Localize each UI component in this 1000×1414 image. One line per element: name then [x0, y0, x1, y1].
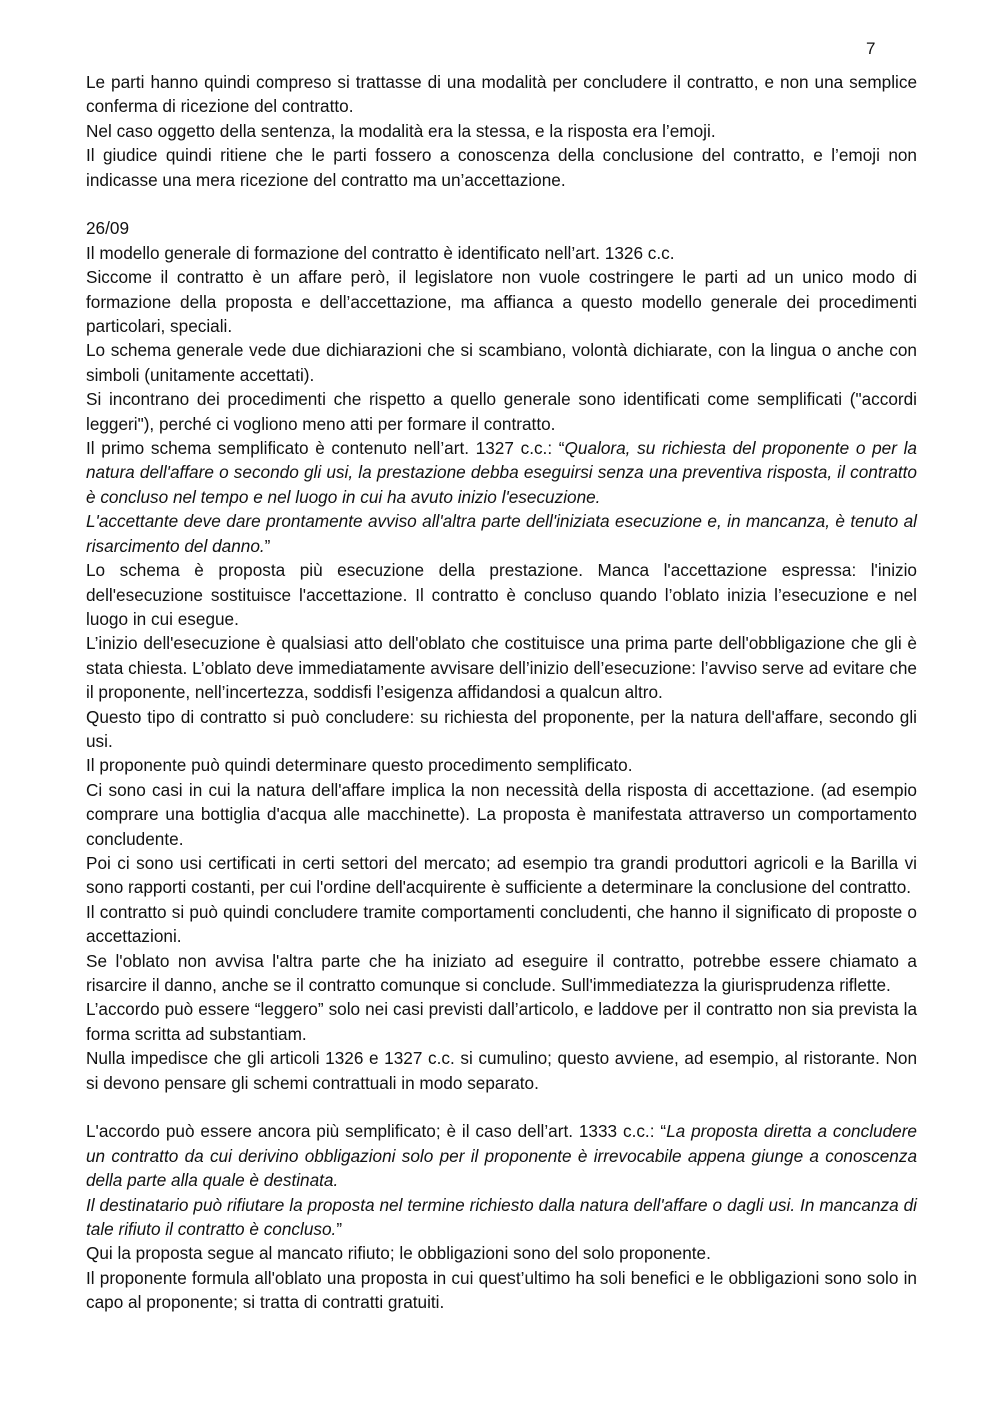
paragraph-text: Se l'oblato non avvisa l'altra parte che ha iniziato ad eseguire il contratto, potrebbe essere chiamato a risarcire il danno, anche se il contratto comunque si conclude. Sull'immediatezza la giurisprudenza riflette. [86, 950, 917, 996]
paragraph-text: Poi ci sono usi certificati in certi settori del mercato; ad esempio tra grandi produttori agricoli e la Barilla vi sono rapporti costanti, per cui l'ordine dell'acquirente è sufficiente a determinare la conclusione del contratto. [86, 852, 917, 898]
paragraph [86, 265, 917, 338]
paragraph-text: 26/09 [86, 218, 130, 239]
quoted-article-text: L'accettante deve dare prontamente avviso all'altra parte dell'iniziata esecuzione e, in mancanza, è tenuto al risarcimento del danno. [86, 511, 917, 556]
paragraph [86, 1046, 917, 1095]
paragraph-text: Il primo schema semplificato è contenuto nell’art. 1327 c.c.: “ [86, 438, 565, 459]
paragraph-text: ” [336, 1219, 343, 1240]
quoted-article-text: Il destinatario può rifiutare la proposta nel termine richiesto dalla natura dell'affare o dagli usi. In mancanza di tale rifiuto il contratto è concluso. [86, 1194, 917, 1240]
paragraph-text: Qui la proposta segue al mancato rifiuto; le obbligazioni sono del solo proponente. [86, 1243, 711, 1264]
paragraph [86, 949, 917, 998]
paragraph [86, 241, 917, 265]
page-number: 7 [866, 39, 876, 58]
paragraph [86, 997, 917, 1046]
paragraph [86, 753, 917, 777]
paragraph [86, 70, 917, 119]
paragraph-text: Il contratto si può quindi concludere tramite comportamenti concludenti, che hanno il significato di proposte o accettazioni. [86, 901, 917, 947]
paragraph [86, 338, 917, 387]
paragraph [86, 387, 917, 436]
paragraph [86, 1241, 917, 1265]
paragraph [86, 1119, 917, 1192]
paragraph-text: L’inizio dell'esecuzione è qualsiasi atto dell'oblato che costituisce una prima parte dell'obbligazione che gli è stata chiesta. L’oblato deve immediatamente avvisare dell’inizio dell’esecuzione: l’avviso serve ad evitare che il proponente, nell’incertezza, soddisfi l’esigenza affidandosi a qualcun altro. [86, 633, 917, 703]
quoted-article-text: La proposta diretta a concludere un contratto da cui derivino obbligazioni solo per il proponente è irrevocabile appena giunge a conoscenza della parte alla quale è destinata. [86, 1121, 917, 1191]
paragraph [86, 1193, 917, 1242]
paragraph-text: Nel caso oggetto della sentenza, la modalità era la stessa, e la risposta era l’emoji. [86, 120, 716, 141]
paragraph-text: Si incontrano dei procedimenti che rispetto a quello generale sono identificati come semplificati ("accordi leggeri"), perché ci vogliono meno atti per formare il contratto. [86, 389, 917, 434]
paragraph [86, 851, 917, 900]
paragraph [86, 216, 917, 240]
paragraph [86, 778, 917, 851]
paragraph-text: Siccome il contratto è un affare però, il legislatore non vuole costringere le parti ad un unico modo di formazione della proposta e dell’accettazione, ma affianca a questo modello generale dei procedimenti particolari, speciali. [86, 267, 917, 337]
paragraph-text: Questo tipo di contratto si può concludere: su richiesta del proponente, per la natura dell'affare, secondo gli usi. [86, 706, 917, 751]
paragraph-text: Il proponente può quindi determinare questo procedimento semplificato. [86, 755, 633, 776]
paragraph [86, 509, 917, 558]
paragraph [86, 631, 917, 704]
paragraph-text: L'accordo può essere ancora più semplificato; è il caso dell’art. 1333 c.c.: “ [86, 1121, 667, 1142]
paragraph-text: Lo schema è proposta più esecuzione della prestazione. Manca l'accettazione espressa: l'inizio dell'esecuzione sostituisce l'accettazione. Il contratto è concluso quando l’oblato inizia l’esecuzione e nel luogo in cui esegue. [86, 560, 917, 629]
paragraph [86, 143, 917, 192]
paragraph-text: Il modello generale di formazione del contratto è identificato nell’art. 1326 c.c. [86, 242, 675, 263]
paragraph-text: Il giudice quindi ritiene che le parti fossero a conoscenza della conclusione del contratto, e l’emoji non indicasse una mera ricezione del contratto ma un’accettazione. [86, 145, 917, 190]
paragraph-text: Nulla impedisce che gli articoli 1326 e 1327 c.c. si cumulino; questo avviene, ad esempio, al ristorante. Non si devono pensare gli schemi contrattuali in modo separato. [86, 1048, 917, 1093]
paragraph [86, 119, 917, 143]
paragraph [86, 558, 917, 631]
paragraph [86, 900, 917, 949]
document-body [86, 70, 917, 1315]
paragraph-text: Il proponente formula all'oblato una proposta in cui quest’ultimo ha soli benefici e le obbligazioni sono solo in capo al proponente; si tratta di contratti gratuiti. [86, 1267, 917, 1313]
paragraph [86, 1266, 917, 1315]
paragraph-text: Ci sono casi in cui la natura dell'affare implica la non necessità della risposta di accettazione. (ad esempio comprare una bottiglia d'acqua alle macchinette). La proposta è manifestata attraverso un comportamento concludente. [86, 779, 917, 849]
paragraph-text: ” [264, 535, 271, 556]
paragraph-text: Lo schema generale vede due dichiarazioni che si scambiano, volontà dichiarate, con la lingua o anche con simboli (unitamente accettati). [86, 340, 917, 385]
paragraph [86, 436, 917, 509]
quoted-article-text: Qualora, su richiesta del proponente o per la natura dell'affare o secondo gli usi, la prestazione debba eseguirsi senza una preventiva risposta, il contratto è concluso nel tempo e nel luogo in cui ha avuto inizio l'esecuzione. [86, 438, 917, 507]
paragraph-text: Le parti hanno quindi compreso si trattasse di una modalità per concludere il contratto, e non una semplice conferma di ricezione del contratto. [86, 72, 917, 117]
paragraph-text: L’accordo può essere “leggero” solo nei casi previsti dall’articolo, e laddove per il contratto non sia prevista la forma scritta ad substantiam. [86, 999, 917, 1044]
paragraph [86, 705, 917, 754]
